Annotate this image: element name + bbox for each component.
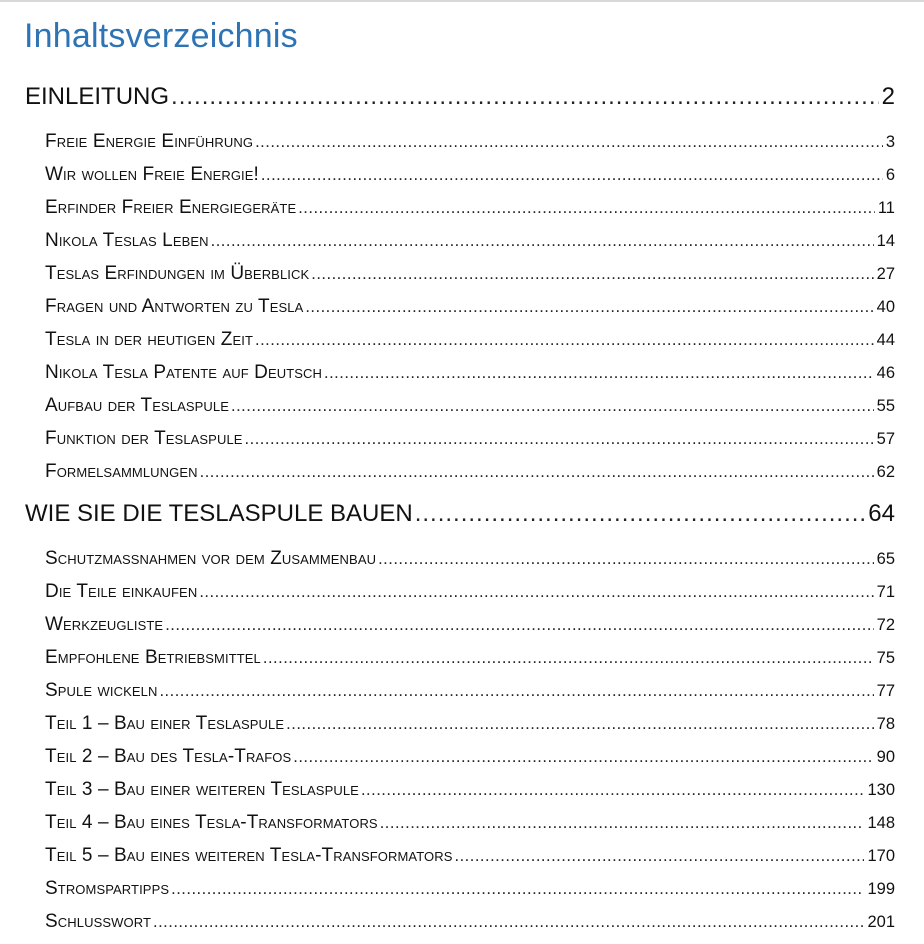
toc-entry[interactable] xyxy=(45,547,895,571)
toc-entry-title: Schlusswort xyxy=(45,911,151,932)
dot-leader xyxy=(231,394,874,418)
toc-entry-title: Teil 4 – Bau eines Tesla-Transformators xyxy=(45,812,378,833)
toc-entry[interactable] xyxy=(45,877,895,901)
toc-entry-title: Werkzeugliste xyxy=(45,614,164,635)
toc-entry[interactable] xyxy=(45,778,895,802)
dot-leader xyxy=(261,163,883,187)
toc-page-number: 6 xyxy=(885,166,895,184)
toc-entry-title: Teil 3 – Bau einer weiteren Teslaspule xyxy=(45,779,359,800)
toc-entry-title: Tesla in der heutigen Zeit xyxy=(45,329,254,350)
toc-page-number: 14 xyxy=(876,232,895,250)
toc-page-number: 40 xyxy=(876,298,895,316)
toc-page-number: 11 xyxy=(877,199,895,217)
toc-entry-title: Funktion der Teslaspule xyxy=(45,428,243,449)
toc-entry[interactable] xyxy=(45,295,895,319)
toc-entry-title: Fragen und Antworten zu Tesla xyxy=(45,296,304,317)
toc-entry[interactable] xyxy=(45,613,895,637)
toc-page-number: 170 xyxy=(867,847,895,865)
dot-leader xyxy=(298,196,875,220)
dot-leader xyxy=(415,497,866,531)
toc-page-number: 2 xyxy=(881,83,895,110)
dot-leader xyxy=(255,130,883,154)
toc-entry-title: Formelsammlungen xyxy=(45,461,198,482)
toc-heading-title: EINLEITUNG xyxy=(25,83,170,110)
toc-entry[interactable] xyxy=(45,361,895,385)
toc-page-number: 64 xyxy=(868,500,895,527)
dot-leader xyxy=(171,877,864,901)
toc-page-number: 46 xyxy=(876,364,895,382)
toc-entry[interactable] xyxy=(45,745,895,769)
toc-entry-title: Teil 1 – Bau einer Teslaspule xyxy=(45,713,285,734)
toc-entry-title: Freie Energie Einführung xyxy=(45,131,254,152)
toc-page-number: 148 xyxy=(867,814,895,832)
toc-entry-title: Teil 2 – Bau des Tesla-Trafos xyxy=(45,746,292,767)
toc-page-number: 130 xyxy=(867,781,895,799)
dot-leader xyxy=(455,844,865,868)
toc-page-number: 72 xyxy=(876,616,895,634)
toc-page-number: 57 xyxy=(876,430,895,448)
dot-leader xyxy=(293,745,873,769)
toc-entry[interactable] xyxy=(45,196,895,220)
toc-heading-teslaspule-bauen[interactable] xyxy=(25,497,895,531)
toc-page-number: 199 xyxy=(867,880,895,898)
toc-entry[interactable] xyxy=(45,679,895,703)
toc-page-number: 71 xyxy=(876,583,895,601)
toc-entry[interactable] xyxy=(45,427,895,451)
toc-entry[interactable] xyxy=(45,130,895,154)
dot-leader xyxy=(165,613,873,637)
top-rule xyxy=(0,0,924,2)
dot-leader xyxy=(199,580,873,604)
toc-entry[interactable] xyxy=(45,460,895,484)
toc-entry[interactable] xyxy=(45,580,895,604)
toc-page-number: 55 xyxy=(876,397,895,415)
toc-heading-title: WIE SIE DIE TESLASPULE BAUEN xyxy=(25,500,413,527)
dot-leader xyxy=(380,811,865,835)
toc-entry[interactable] xyxy=(45,394,895,418)
dot-leader xyxy=(153,910,864,934)
dot-leader xyxy=(255,328,874,352)
dot-leader xyxy=(263,646,874,670)
toc-entry[interactable] xyxy=(45,712,895,736)
toc-heading-einleitung[interactable] xyxy=(25,80,895,114)
dot-leader xyxy=(378,547,874,571)
page-title: Inhaltsverzeichnis xyxy=(24,17,298,55)
dot-leader xyxy=(286,712,873,736)
toc-entry-title: Erfinder Freier Energiegeräte xyxy=(45,197,297,218)
toc-entry[interactable] xyxy=(45,163,895,187)
toc-page-number: 44 xyxy=(876,331,895,349)
dot-leader xyxy=(311,262,873,286)
toc-entry-title: Spule wickeln xyxy=(45,680,158,701)
dot-leader xyxy=(171,80,879,114)
toc-page-number: 78 xyxy=(876,715,895,733)
dot-leader xyxy=(324,361,874,385)
toc-entry-title: Die Teile einkaufen xyxy=(45,581,198,602)
dot-leader xyxy=(245,427,874,451)
toc-entry-title: Nikola Tesla Patente auf Deutsch xyxy=(45,362,322,383)
toc-page-number: 75 xyxy=(876,649,895,667)
dot-leader xyxy=(200,460,874,484)
toc-entry-title: Empfohlene Betriebsmittel xyxy=(45,647,261,668)
toc-page-number: 3 xyxy=(885,133,895,151)
toc-entry[interactable] xyxy=(45,910,895,934)
toc-entry[interactable] xyxy=(45,646,895,670)
toc-entry[interactable] xyxy=(45,262,895,286)
toc-entry-title: Stromspartipps xyxy=(45,878,170,899)
dot-leader xyxy=(159,679,873,703)
toc-page-number: 27 xyxy=(876,265,895,283)
toc-entry[interactable] xyxy=(45,811,895,835)
toc-page-number: 65 xyxy=(876,550,895,568)
toc-entry-title: Nikola Teslas Leben xyxy=(45,230,209,251)
toc-page-number: 62 xyxy=(876,463,895,481)
toc-entry-title: Teslas Erfindungen im Überblick xyxy=(45,263,310,284)
toc-entry-title: Teil 5 – Bau eines weiteren Tesla-Transformators xyxy=(45,845,453,866)
toc-entry-title: Wir wollen Freie Energie! xyxy=(45,164,259,185)
dot-leader xyxy=(361,778,865,802)
toc-page-number: 201 xyxy=(867,913,895,931)
toc-entry[interactable] xyxy=(45,328,895,352)
toc-page-number: 77 xyxy=(876,682,895,700)
toc-entry[interactable] xyxy=(45,229,895,253)
toc-entry[interactable] xyxy=(45,844,895,868)
dot-leader xyxy=(211,229,874,253)
toc-page-number: 90 xyxy=(876,748,895,766)
dot-leader xyxy=(305,295,873,319)
toc-entry-title: Schutzmaßnahmen vor dem Zusammenbau xyxy=(45,548,377,569)
toc-entry-title: Aufbau der Teslaspule xyxy=(45,395,229,416)
